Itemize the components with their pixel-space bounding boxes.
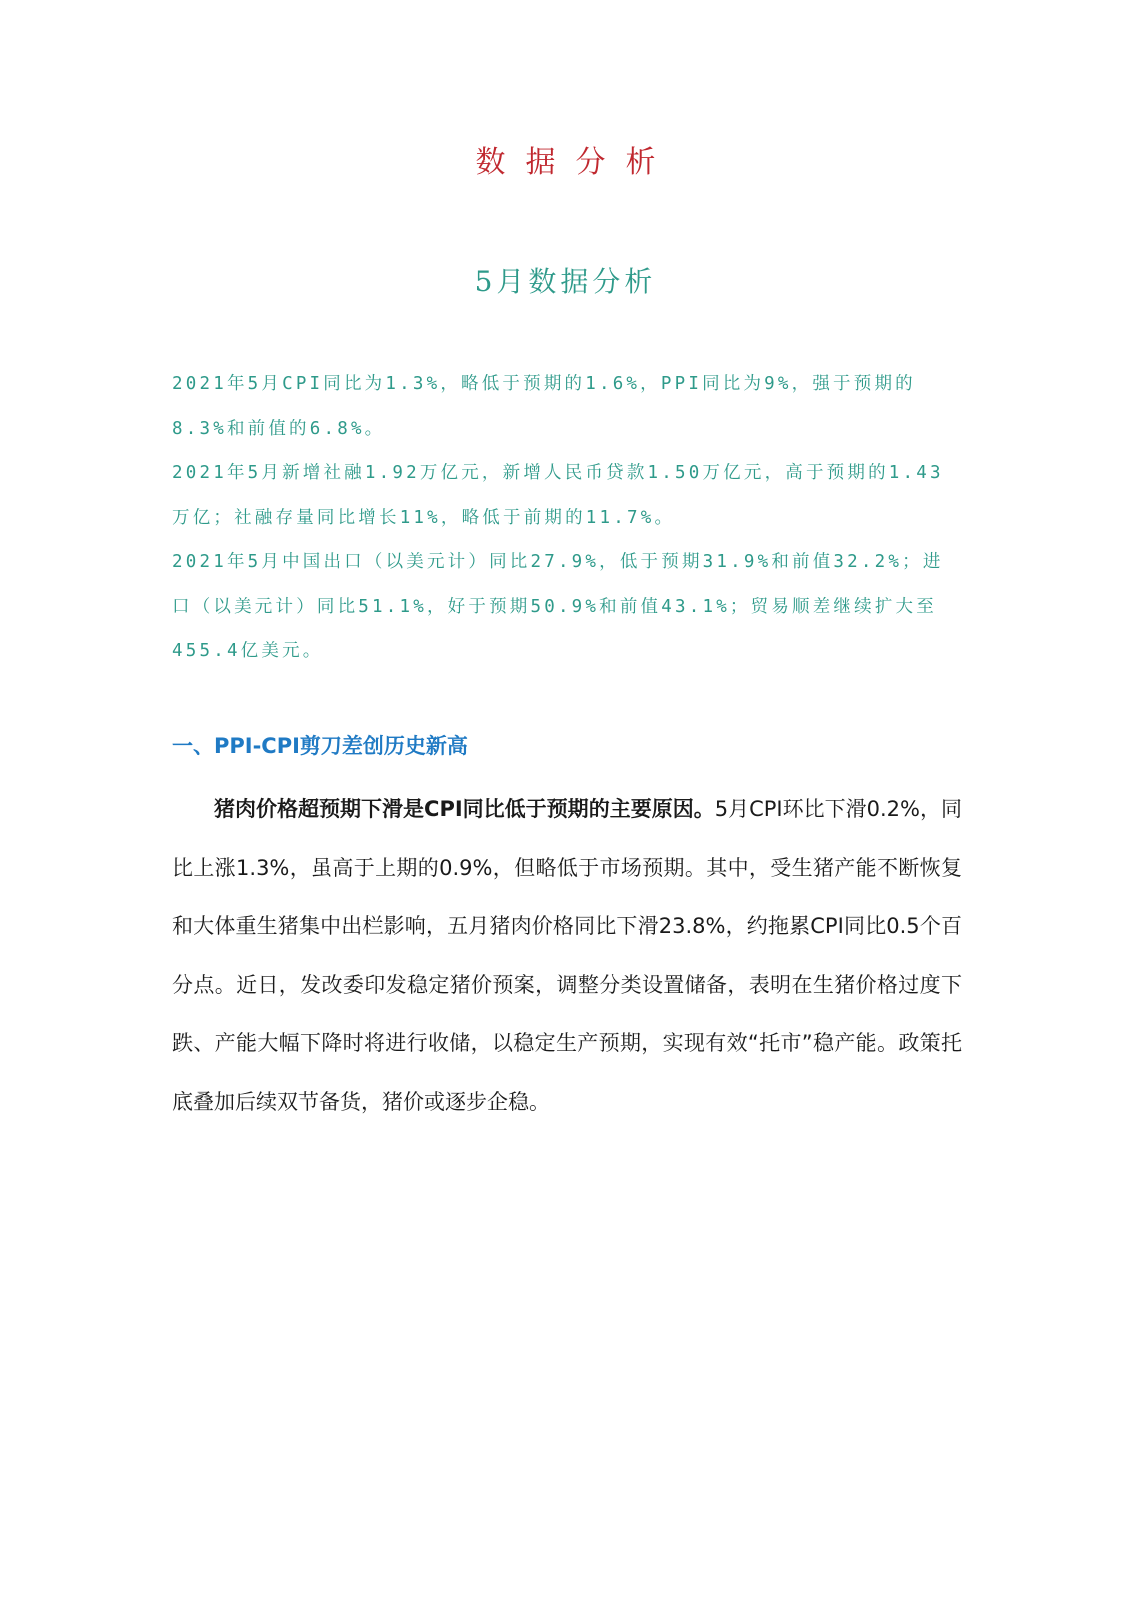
section-body-text: 5月CPI环比下滑0.2%，同比上涨1.3%，虽高于上期的0.9%，但略低于市场预期。其中，受生猪产能不断恢复和大体重生猪集中出栏影响，五月猪肉价格同比下滑23.8%，约拖累CPI同比0.5个百分点。近日，发改委印发稳定猪价预案，调整分类设置储备，表明在生猪价格过度下跌、产能大幅下降时将进行收储，以稳定生产预期，实现有效“托市”稳产能。政策托底叠加后续双节备货，猪价或逐步企稳。 bbox=[172, 797, 962, 1114]
section-body-paragraph bbox=[172, 780, 962, 1131]
document-title: 数据分析 bbox=[475, 145, 676, 180]
document-subtitle: 5月数据分析 bbox=[474, 265, 657, 298]
section-lead-sentence: 猪肉价格超预期下滑是CPI同比低于预期的主要原因。 bbox=[214, 797, 715, 821]
section-heading: 一、PPI-CPI剪刀差创历史新高 bbox=[172, 734, 468, 758]
summary-paragraph-cpi-ppi: 2021年5月CPI同比为1.3%，略低于预期的1.6%，PPI同比为9%，强于预期的8.3%和前值的6.8%。 bbox=[172, 374, 916, 439]
summary-paragraph-trade: 2021年5月中国出口（以美元计）同比27.9%，低于预期31.9%和前值32.2%；进口（以美元计）同比51.1%，好于预期50.9%和前值43.1%；贸易顺差继续扩大至455.4亿美元。 bbox=[172, 552, 944, 661]
summary-block bbox=[172, 362, 962, 674]
summary-paragraph-social-financing: 2021年5月新增社融1.92万亿元，新增人民币贷款1.50万亿元，高于预期的1.43万亿；社融存量同比增长11%，略低于前期的11.7%。 bbox=[172, 463, 944, 528]
